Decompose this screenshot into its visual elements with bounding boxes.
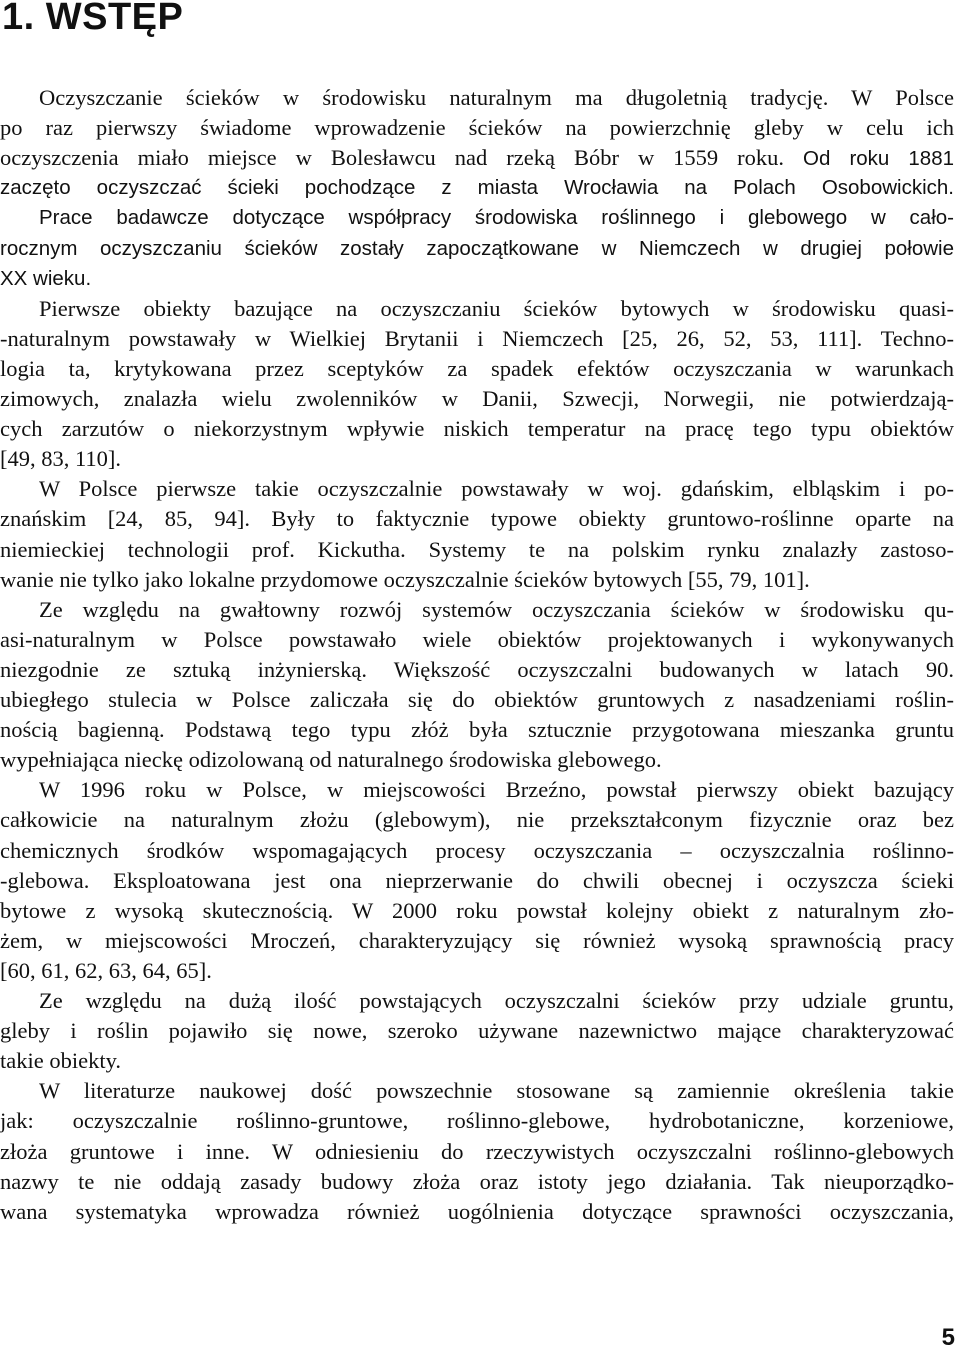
- text-line: -glebowa. Eksploatowana jest ona nieprzerwanie do chwili obecnej i oczyszcza ścieki: [0, 867, 954, 893]
- text-line: Ze względu na gwałtowny rozwój systemów oczyszczania ścieków w środowisku qu-: [39, 596, 954, 622]
- text-line: chemicznych środków wspomagających procesy oczyszczania – oczyszczalnia roślinno-: [0, 837, 954, 863]
- text-line: logia ta, krytykowana przez sceptyków za spadek efektów oczyszczania w warunkach: [0, 355, 954, 381]
- text-line: ubiegłego stulecia w Polsce zaliczała się do obiektów gruntowych z nasadzeniami roślin-: [0, 687, 954, 712]
- text-line: żem, w miejscowości Mroczeń, charakteryzujący się również wysoką sprawnością pracy: [0, 927, 954, 953]
- text-line: jak: oczyszczalnie roślinno-gruntowe, roślinno-glebowe, hydrobotaniczne, korzeniowe,: [0, 1108, 954, 1134]
- text-line: asi-naturalnym w Polsce powstawało wiele obiektów projektowanych i wykonywanych: [0, 626, 954, 652]
- text-line: zimowych, znalazła wielu zwolenników w Danii, Szwecji, Norwegii, nie potwierdzają-: [0, 386, 954, 411]
- text-line: całkowicie na naturalnym złożu (glebowym), nie przekształconym fizycznie oraz bez: [0, 807, 954, 833]
- text-line: nazwy te nie oddają zasady budowy złoża oraz istoty jego działania. Tak nieuporządko-: [0, 1168, 954, 1194]
- text-line: nością bagienną. Podstawą tego typu złóż była sztucznie przygotowana mieszanka gruntu: [0, 717, 954, 743]
- text-line: wypełniająca nieckę odizolowaną od naturalnego środowiska glebowego.: [0, 747, 662, 773]
- text-line: XX wieku.: [0, 266, 92, 290]
- text-line: znańskim [24, 85, 94]. Były to faktycznie typowe obiekty gruntowo-roślinne oparte na: [0, 506, 954, 532]
- text-line: takie obiekty.: [0, 1048, 122, 1074]
- text-line: niezgodnie ze sztuką inżynierską. Większość oczyszczalni budowanych w latach 90.: [0, 656, 954, 682]
- text-line: złoża gruntowe i inne. W odniesieniu do rzeczywistych oczyszczalni roślinno-glebowych: [0, 1138, 954, 1164]
- text-line: gleby i roślin pojawiło się nowe, szeroko używane nazewnictwo mające charakteryzować: [0, 1018, 954, 1044]
- text-line: Ze względu na dużą ilość powstających oczyszczalni ścieków przy udziale gruntu,: [39, 988, 954, 1013]
- text-line: W 1996 roku w Polsce, w miejscowości Brzeźno, powstał pierwszy obiekt bazujący: [39, 777, 954, 803]
- text-line: po raz pierwszy świadome wprowadzenie ścieków na powierzchnię gleby w celu ich: [0, 115, 954, 141]
- section-heading: 1. WSTĘP: [2, 0, 184, 38]
- page-number: 5: [941, 1324, 955, 1351]
- text-line: Oczyszczanie ścieków w środowisku naturalnym ma długoletnią tradycję. W Polsce: [39, 85, 954, 110]
- text-line: wanie nie tylko jako lokalne przydomowe oczyszczalnie ścieków bytowych [55, 79, 101].: [0, 566, 810, 592]
- text-line: W Polsce pierwsze takie oczyszczalnie powstawały w woj. gdańskim, elbląskim i po-: [39, 476, 954, 502]
- text-line: Pierwsze obiekty bazujące na oczyszczaniu ścieków bytowych w środowisku quasi-: [39, 295, 954, 321]
- text-line: oczyszczenia miało miejsce w Bolesławcu nad rzeką Bóbr w 1559 roku. Od roku 1881: [0, 145, 954, 171]
- text-line: -naturalnym powstawały w Wielkiej Brytanii i Niemczech [25, 26, 52, 53, 111]. Techno-: [0, 325, 954, 351]
- text-line: W literaturze naukowej dość powszechnie stosowane są zamiennie określenia takie: [39, 1078, 954, 1104]
- text-line: zaczęto oczyszczać ścieki pochodzące z miasta Wrocławia na Polach Osobowickich.: [0, 176, 954, 200]
- text-line: niemieckiej technologii prof. Kickutha. Systemy te na polskim rynku znalazły zastoso-: [0, 536, 954, 562]
- text-line: [49, 83, 110].: [0, 446, 122, 472]
- text-line: rocznym oczyszczaniu ścieków zostały zapoczątkowane w Niemczech w drugiej połowie: [0, 236, 954, 260]
- text-line: cych zarzutów o niekorzystnym wpływie niskich temperatur na pracę tego typu obiektów: [0, 416, 954, 442]
- text-line: wana systematyka wprowadza również uogólnienia dotyczące sprawności oczyszczania,: [0, 1198, 954, 1224]
- text-line: [60, 61, 62, 63, 64, 65].: [0, 957, 212, 983]
- text-line: Prace badawcze dotyczące współpracy środowiska roślinnego i glebowego w cało-: [39, 206, 954, 230]
- text-line: bytowe z wysoką skutecznością. W 2000 roku powstał kolejny obiekt z naturalnym zło-: [0, 897, 954, 923]
